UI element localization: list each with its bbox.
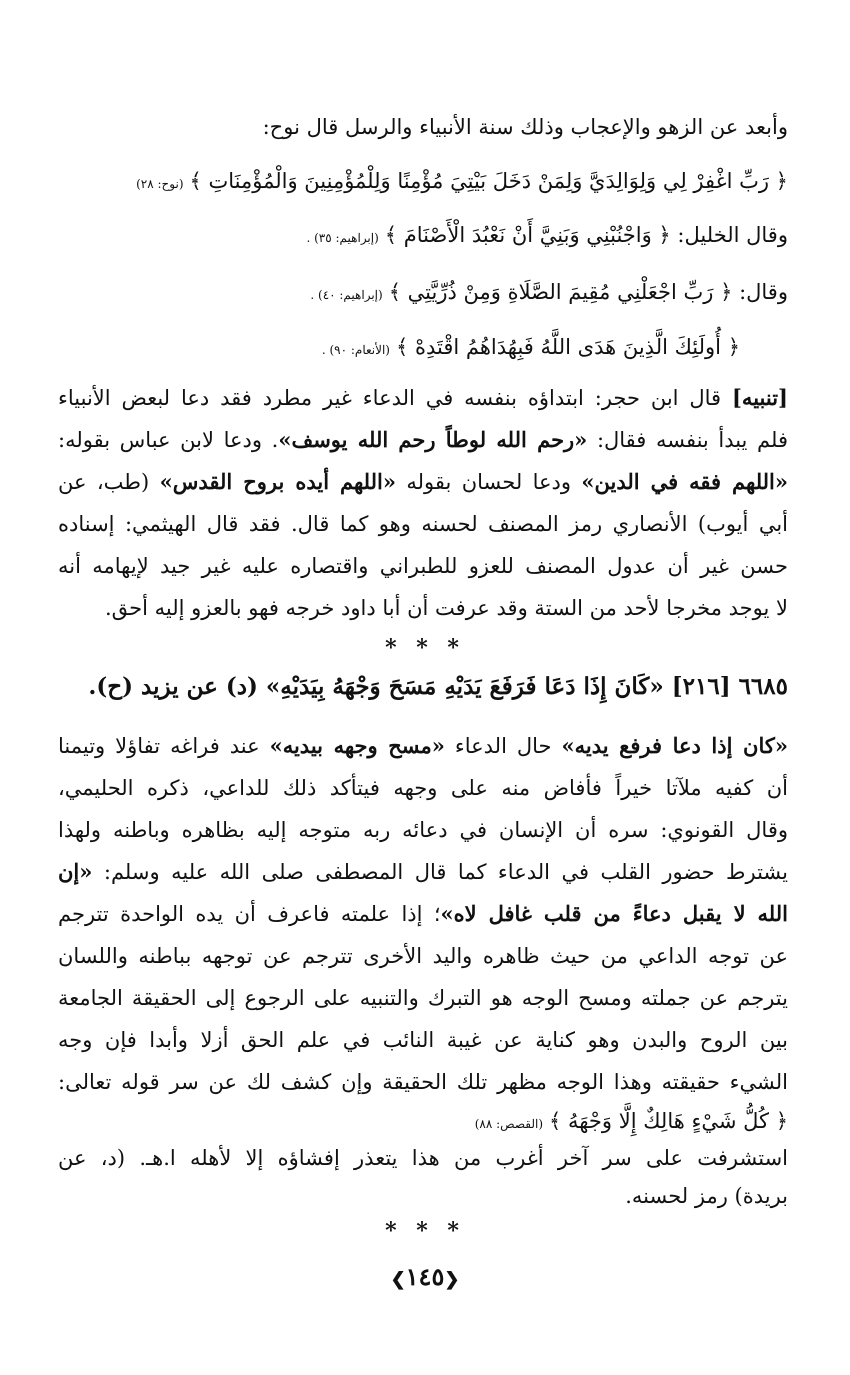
para2-line6-text: عن توجه الداعي من حيث ظاهره واليد الأخرى تترجم عن توجهه بباطنه واللسان bbox=[58, 944, 788, 968]
verse-anam bbox=[322, 332, 740, 365]
para2-line3 bbox=[58, 815, 788, 845]
para1-line5 bbox=[58, 551, 788, 581]
para1-line4 bbox=[58, 509, 788, 539]
page-number-text: ١٤٥ bbox=[405, 1262, 445, 1291]
para2-line1-text-a: حال الدعاء bbox=[454, 734, 552, 758]
notice-label: [تنبيه] bbox=[732, 385, 788, 410]
para1-line6 bbox=[58, 593, 788, 623]
quote-hadith-start: «إن bbox=[58, 859, 93, 884]
quote-ruh-qudus: «اللهم أيده بروح القدس» bbox=[159, 469, 396, 494]
verse-qasas-text: ﴿ كُلُّ شَيْءٍ هَالِكٌ إِلَّا وَجْهَهُ ﴾ bbox=[549, 1109, 788, 1133]
para2-line6 bbox=[58, 941, 788, 971]
hadith-heading bbox=[58, 672, 788, 702]
para2-line9-text: الشيء حقيقته وهذا الوجه مظهر تلك الحقيقة وإن كشف لك عن سر قوله تعالى: bbox=[58, 1070, 788, 1094]
para2-line7-text: يترجم عن جملته ومسح الوجه هو التبرك والتنبيه على الرجوع إلى الحقيقة الجامعة bbox=[58, 986, 788, 1010]
para2-line5-text: ؛ إذا علمته فاعرف أن يده الواحدة تترجم bbox=[58, 902, 441, 926]
section-divider-end: * * * bbox=[385, 1218, 465, 1244]
intro-line bbox=[58, 112, 788, 142]
para1-line2-text-b: . ودعا لابن عباس بقوله: bbox=[58, 428, 279, 452]
para1-line5-text: حسن غير أن عدول المصنف للعزو للطبراني واقتصاره عليه غير جيد لإيهامه أنه bbox=[58, 554, 788, 578]
verse-ibrahim-40-text: ﴿ رَبِّ اجْعَلْنِي مُقِيمَ الصَّلَاةِ وَمِنْ ذُرِّيَّتِي ﴾ bbox=[388, 280, 733, 304]
quote-fiqh-din: «اللهم فقه في الدين» bbox=[581, 469, 789, 494]
ornament-right-icon: ❯ bbox=[390, 1269, 406, 1290]
para2-line2-text: أن كفيه ملآتا خيراً فأفاض منه على وجهه فيتأكد ذلك للداعي، ذكره الحليمي، bbox=[58, 776, 788, 800]
verse-ibrahim-40 bbox=[310, 277, 788, 310]
quote-hadith-end: الله لا يقبل دعاءً من قلب غافل لاه» bbox=[440, 901, 788, 926]
verse-ibrahim-35 bbox=[306, 220, 788, 253]
quote-lut-yusuf: «رحم الله لوطاً رحم الله يوسف» bbox=[278, 427, 588, 452]
para2-line9 bbox=[58, 1067, 788, 1097]
verse-ibrahim-35-reference: (إبراهيم: ٣٥) . bbox=[306, 231, 379, 245]
para2-line8 bbox=[58, 1025, 788, 1055]
para2-line4-text: يشترط حضور القلب في الدعاء كما قال المصطفى صلى الله عليه وسلم: bbox=[103, 860, 788, 884]
hadith-heading-text: ٦٦٨٥ [٢١٦] «كَانَ إِذَا دَعَا فَرَفَعَ يَدَيْهِ مَسَحَ وَجْهَهُ بِيَدَيْهِ» (د) عن يزيد (ح). bbox=[88, 673, 788, 700]
verse-anam-reference: (الأنعام: ٩٠) . bbox=[321, 343, 390, 357]
quote-wipe-face: «مسح وجهه بيديه» bbox=[269, 733, 445, 758]
verse-anam-text: ﴿ أُولَئِكَ الَّذِينَ هَدَى اللَّهُ فَبِهُدَاهُمُ اقْتَدِهْ ﴾ bbox=[395, 335, 740, 359]
verse-ibrahim-35-text: ﴿ وَاجْنُبْنِي وَبَنِيَّ أَنْ نَعْبُدَ الْأَصْنَامَ ﴾ bbox=[384, 223, 671, 247]
page-number bbox=[0, 1262, 850, 1291]
verse-qasas-reference: (القصص: ٨٨) bbox=[474, 1117, 544, 1131]
para2-line3-text: وقال القونوي: سره أن الإنسان في دعائه ربه متوجه إليه بظاهره وباطنه ولهذا bbox=[58, 818, 788, 842]
quote-raise-hands: «كان إذا دعا فرفع يديه» bbox=[561, 733, 788, 758]
para1-line3 bbox=[58, 467, 788, 497]
para2-line8-text: بين الروح والبدن وهو كناية عن غيبة النائب في علم الحق أزلا وأبدا فإن وجه bbox=[58, 1028, 788, 1052]
verse-ibrahim-40-reference: (إبراهيم: ٤٠) . bbox=[310, 288, 383, 302]
verse-nuh-reference: (نوح: ٢٨) bbox=[136, 177, 184, 191]
section-divider: * * * bbox=[385, 635, 465, 661]
para2-line11 bbox=[58, 1181, 788, 1211]
para2-line7 bbox=[58, 983, 788, 1013]
verse-nuh bbox=[136, 166, 788, 199]
para2-line2 bbox=[58, 773, 788, 803]
para1-line2 bbox=[58, 425, 788, 455]
para2-line4 bbox=[58, 857, 788, 887]
para2-line1 bbox=[58, 731, 788, 761]
para1-line3-text-a: ودعا لحسان بقوله bbox=[406, 470, 571, 494]
para2-line1-text-b: عند فراغه تفاؤلا وتيمنا bbox=[58, 734, 260, 758]
para1-line1-text: قال ابن حجر: ابتداؤه بنفسه في الدعاء غير مطرد فقد دعا لبعض الأنبياء bbox=[58, 386, 722, 410]
verse-qasas bbox=[475, 1106, 788, 1139]
khalil-lead: وقال الخليل: bbox=[677, 223, 788, 247]
para2-line5 bbox=[58, 899, 788, 929]
wa-qal-lead: وقال: bbox=[739, 280, 788, 304]
para2-line10 bbox=[58, 1143, 788, 1173]
para2-line10-text: استشرفت على سر آخر أغرب من هذا يتعذر إفشاؤه إلا لأهله ا.هـ. (د، عن bbox=[58, 1146, 788, 1170]
para2-line11-text: بريدة) رمز لحسنه. bbox=[625, 1184, 788, 1208]
para1-line6-text: لا يوجد مخرجا لأحد من الستة وقد عرفت أن أبا داود خرجه فهو بالعزو إليه أحق. bbox=[104, 596, 788, 620]
para1-line1 bbox=[58, 383, 788, 413]
para1-line4-text: أبي أيوب) الأنصاري رمز المصنف لحسنه وهو كما قال. فقد قال الهيثمي: إسناده bbox=[58, 512, 788, 536]
para1-line2-text-a: فلم يبدأ بنفسه فقال: bbox=[596, 428, 788, 452]
ornament-left-icon: ❮ bbox=[444, 1269, 460, 1290]
intro-text: وأبعد عن الزهو والإعجاب وذلك سنة الأنبياء والرسل قال نوح: bbox=[262, 115, 788, 139]
verse-nuh-text: ﴿ رَبِّ اغْفِرْ لِي وَلِوَالِدَيَّ وَلِمَنْ دَخَلَ بَيْتِيَ مُؤْمِنًا وَلِلْمُؤْمِنِينَ وَالْمُؤْمِنَاتِ ﴾ bbox=[189, 169, 788, 193]
para1-line3-text-b: (طب، عن bbox=[58, 470, 150, 494]
